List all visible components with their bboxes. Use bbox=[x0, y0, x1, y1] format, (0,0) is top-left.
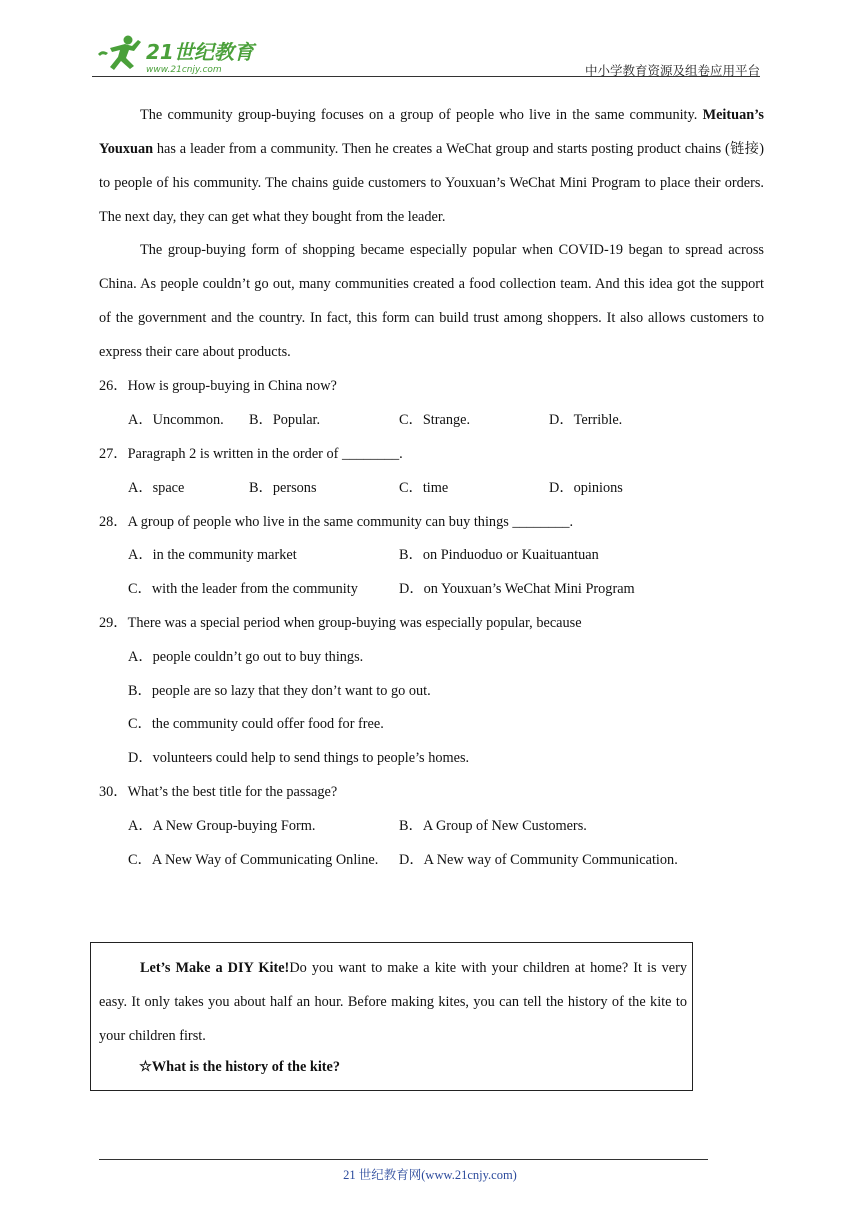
page-header bbox=[92, 28, 760, 78]
option: B．A Group of New Customers. bbox=[399, 818, 587, 834]
option: C．time bbox=[399, 480, 449, 496]
option: B．persons bbox=[249, 480, 317, 496]
logo bbox=[92, 32, 262, 76]
option: D．A New way of Community Communication. bbox=[399, 852, 678, 868]
footer-text: 21 世纪教育网(www.21cnjy.com) bbox=[343, 1168, 517, 1182]
paragraph-1-bold: Meituan’s Youxuan bbox=[99, 107, 764, 157]
header-divider bbox=[92, 76, 760, 77]
footer-divider bbox=[99, 1159, 708, 1160]
question-stem: 27．Paragraph 2 is written in the order of ________. bbox=[99, 446, 403, 462]
option: C．the community could offer food for free. bbox=[128, 716, 384, 732]
option: A．in the community market bbox=[128, 547, 297, 563]
option: A．space bbox=[128, 480, 185, 496]
paragraph-1-lead: The community group-buying focuses on a group of people who live in the same community. bbox=[140, 107, 698, 123]
option: C．Strange. bbox=[399, 412, 471, 428]
option: D．opinions bbox=[549, 480, 623, 496]
paragraph-1-rest: has a leader from a community. Then he creates a WeChat group and starts posting product chains (链接) to people of his community. The chains guide customers to Youxuan’s WeChat Mini Program to place their orders. The next day, they can get what they bought from the leader. bbox=[99, 141, 764, 225]
logo-url: www.21cnjy.com bbox=[146, 65, 222, 75]
option: B．on Pinduoduo or Kuaituantuan bbox=[399, 547, 599, 563]
paragraph-2-text: The group-buying form of shopping became especially popular when COVID-19 began to spread across China. As people couldn’t go out, many communities created a food collection team. And this idea got the support of the government and the country. In fact, this form can build trust among shoppers. It also allows customers to express their care about products. bbox=[99, 242, 764, 360]
option: C．A New Way of Communicating Online. bbox=[128, 852, 379, 868]
paragraph-1 bbox=[99, 98, 764, 234]
option: B．people are so lazy that they don’t want to go out. bbox=[128, 683, 431, 699]
option: C．with the leader from the community bbox=[128, 581, 358, 597]
question-stem: 30．What’s the best title for the passage? bbox=[99, 784, 338, 800]
box-question: ☆What is the history of the kite? bbox=[139, 1059, 341, 1075]
option: D．on Youxuan’s WeChat Mini Program bbox=[399, 581, 635, 597]
option: D．Terrible. bbox=[549, 412, 623, 428]
box-title: Let’s Make a DIY Kite! bbox=[140, 960, 290, 976]
question-stem: 29．There was a special period when group-buying was especially popular, because bbox=[99, 615, 582, 631]
option: A．people couldn’t go out to buy things. bbox=[128, 649, 364, 665]
box-text: Do you want to make a kite with your children at home? It is very easy. It only takes you about half an hour. Before making kites, you can tell the history of the kite to your children first. bbox=[99, 960, 687, 1044]
option: A．Uncommon. bbox=[128, 412, 224, 428]
box-paragraph bbox=[99, 951, 687, 1053]
option: A．A New Group-buying Form. bbox=[128, 818, 316, 834]
question-stem: 26．How is group-buying in China now? bbox=[99, 378, 337, 394]
paragraph-2 bbox=[99, 233, 764, 369]
option: D．volunteers could help to send things to people’s homes. bbox=[128, 750, 470, 766]
logo-text: 21世纪教育 bbox=[146, 40, 254, 64]
site-name: 中小学教育资源及组卷应用平台 bbox=[584, 63, 760, 78]
question-stem: 28．A group of people who live in the same community can buy things ________. bbox=[99, 514, 574, 530]
reading-box bbox=[90, 942, 693, 1091]
option: B．Popular. bbox=[249, 412, 321, 428]
